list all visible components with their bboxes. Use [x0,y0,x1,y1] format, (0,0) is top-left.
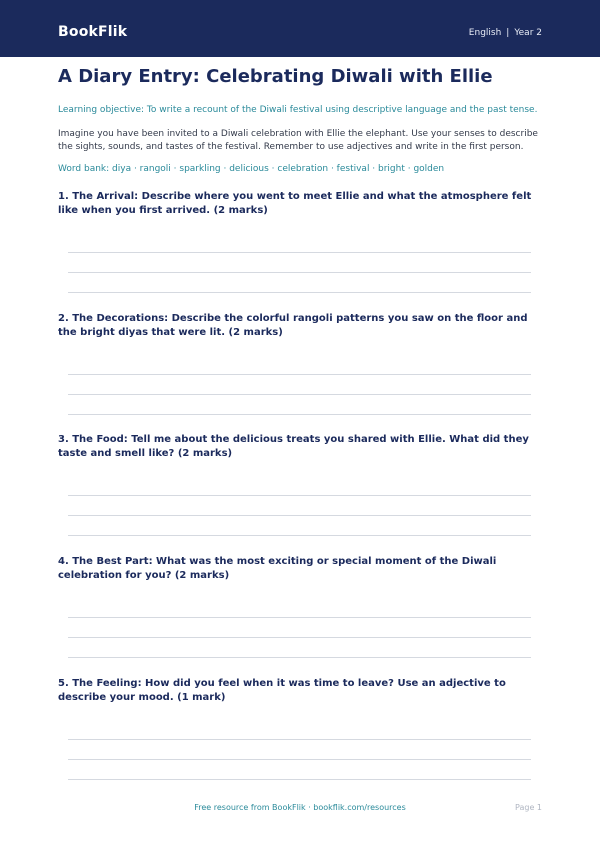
answer-line[interactable] [68,779,531,780]
header-bar [0,0,600,57]
question-3 [58,433,544,461]
question-1 [58,190,544,218]
subject-year [469,26,542,40]
brand-logo[interactable]: BookFlik [58,24,128,40]
subject-label: English [468,28,502,38]
page-title: A Diary Entry: Celebrating Diwali with Ellie [58,66,493,87]
meta-separator: | [506,28,510,38]
answer-line[interactable] [68,657,531,658]
year-label: Year 2 [514,28,542,38]
question-text: 3. The Food: Tell me about the delicious treats you shared with Ellie. What did they taste and smell like? (2 marks) [58,434,529,459]
answer-line[interactable] [68,374,531,375]
question-text: 5. The Feeling: How did you feel when it was time to leave? Use an adjective to describe your mood. (1 mark) [58,678,506,703]
question-text: 1. The Arrival: Describe where you went to meet Ellie and what the atmosphere felt like when you first arrived. (2 marks) [58,191,532,216]
answer-line[interactable] [68,495,531,496]
question-2 [58,312,544,340]
instructions: Imagine you have been invited to a Diwali celebration with Ellie the elephant. Use your senses to describe the sights, sounds, and tastes of the festival. Remember to use adjectives and write in the first person. [58,129,538,152]
footer-credit-link[interactable]: Free resource from BookFlik · bookflik.com/resources [194,803,406,812]
learning-objective: Learning objective: To write a recount of the Diwali festival using descriptive language and the past tense. [58,105,538,115]
answer-line[interactable] [68,617,531,618]
answer-line[interactable] [68,535,531,536]
answer-line[interactable] [68,637,531,638]
page-number: Page 1 [515,803,542,812]
question-5 [58,677,544,705]
answer-line[interactable] [68,739,531,740]
question-4 [58,555,544,583]
answer-line[interactable] [68,414,531,415]
answer-line[interactable] [68,252,531,253]
answer-line[interactable] [68,394,531,395]
answer-line[interactable] [68,759,531,760]
question-text: 2. The Decorations: Describe the colorful rangoli patterns you saw on the floor and the bright diyas that were lit. (2 marks) [58,313,528,338]
worksheet-intro [58,66,544,176]
word-bank: Word bank: diya · rangoli · sparkling · delicious · celebration · festival · bright · golden [58,164,445,174]
answer-line[interactable] [68,272,531,273]
question-text: 4. The Best Part: What was the most exciting or special moment of the Diwali celebration for you? (2 marks) [58,556,497,581]
answer-line[interactable] [68,292,531,293]
answer-line[interactable] [68,515,531,516]
